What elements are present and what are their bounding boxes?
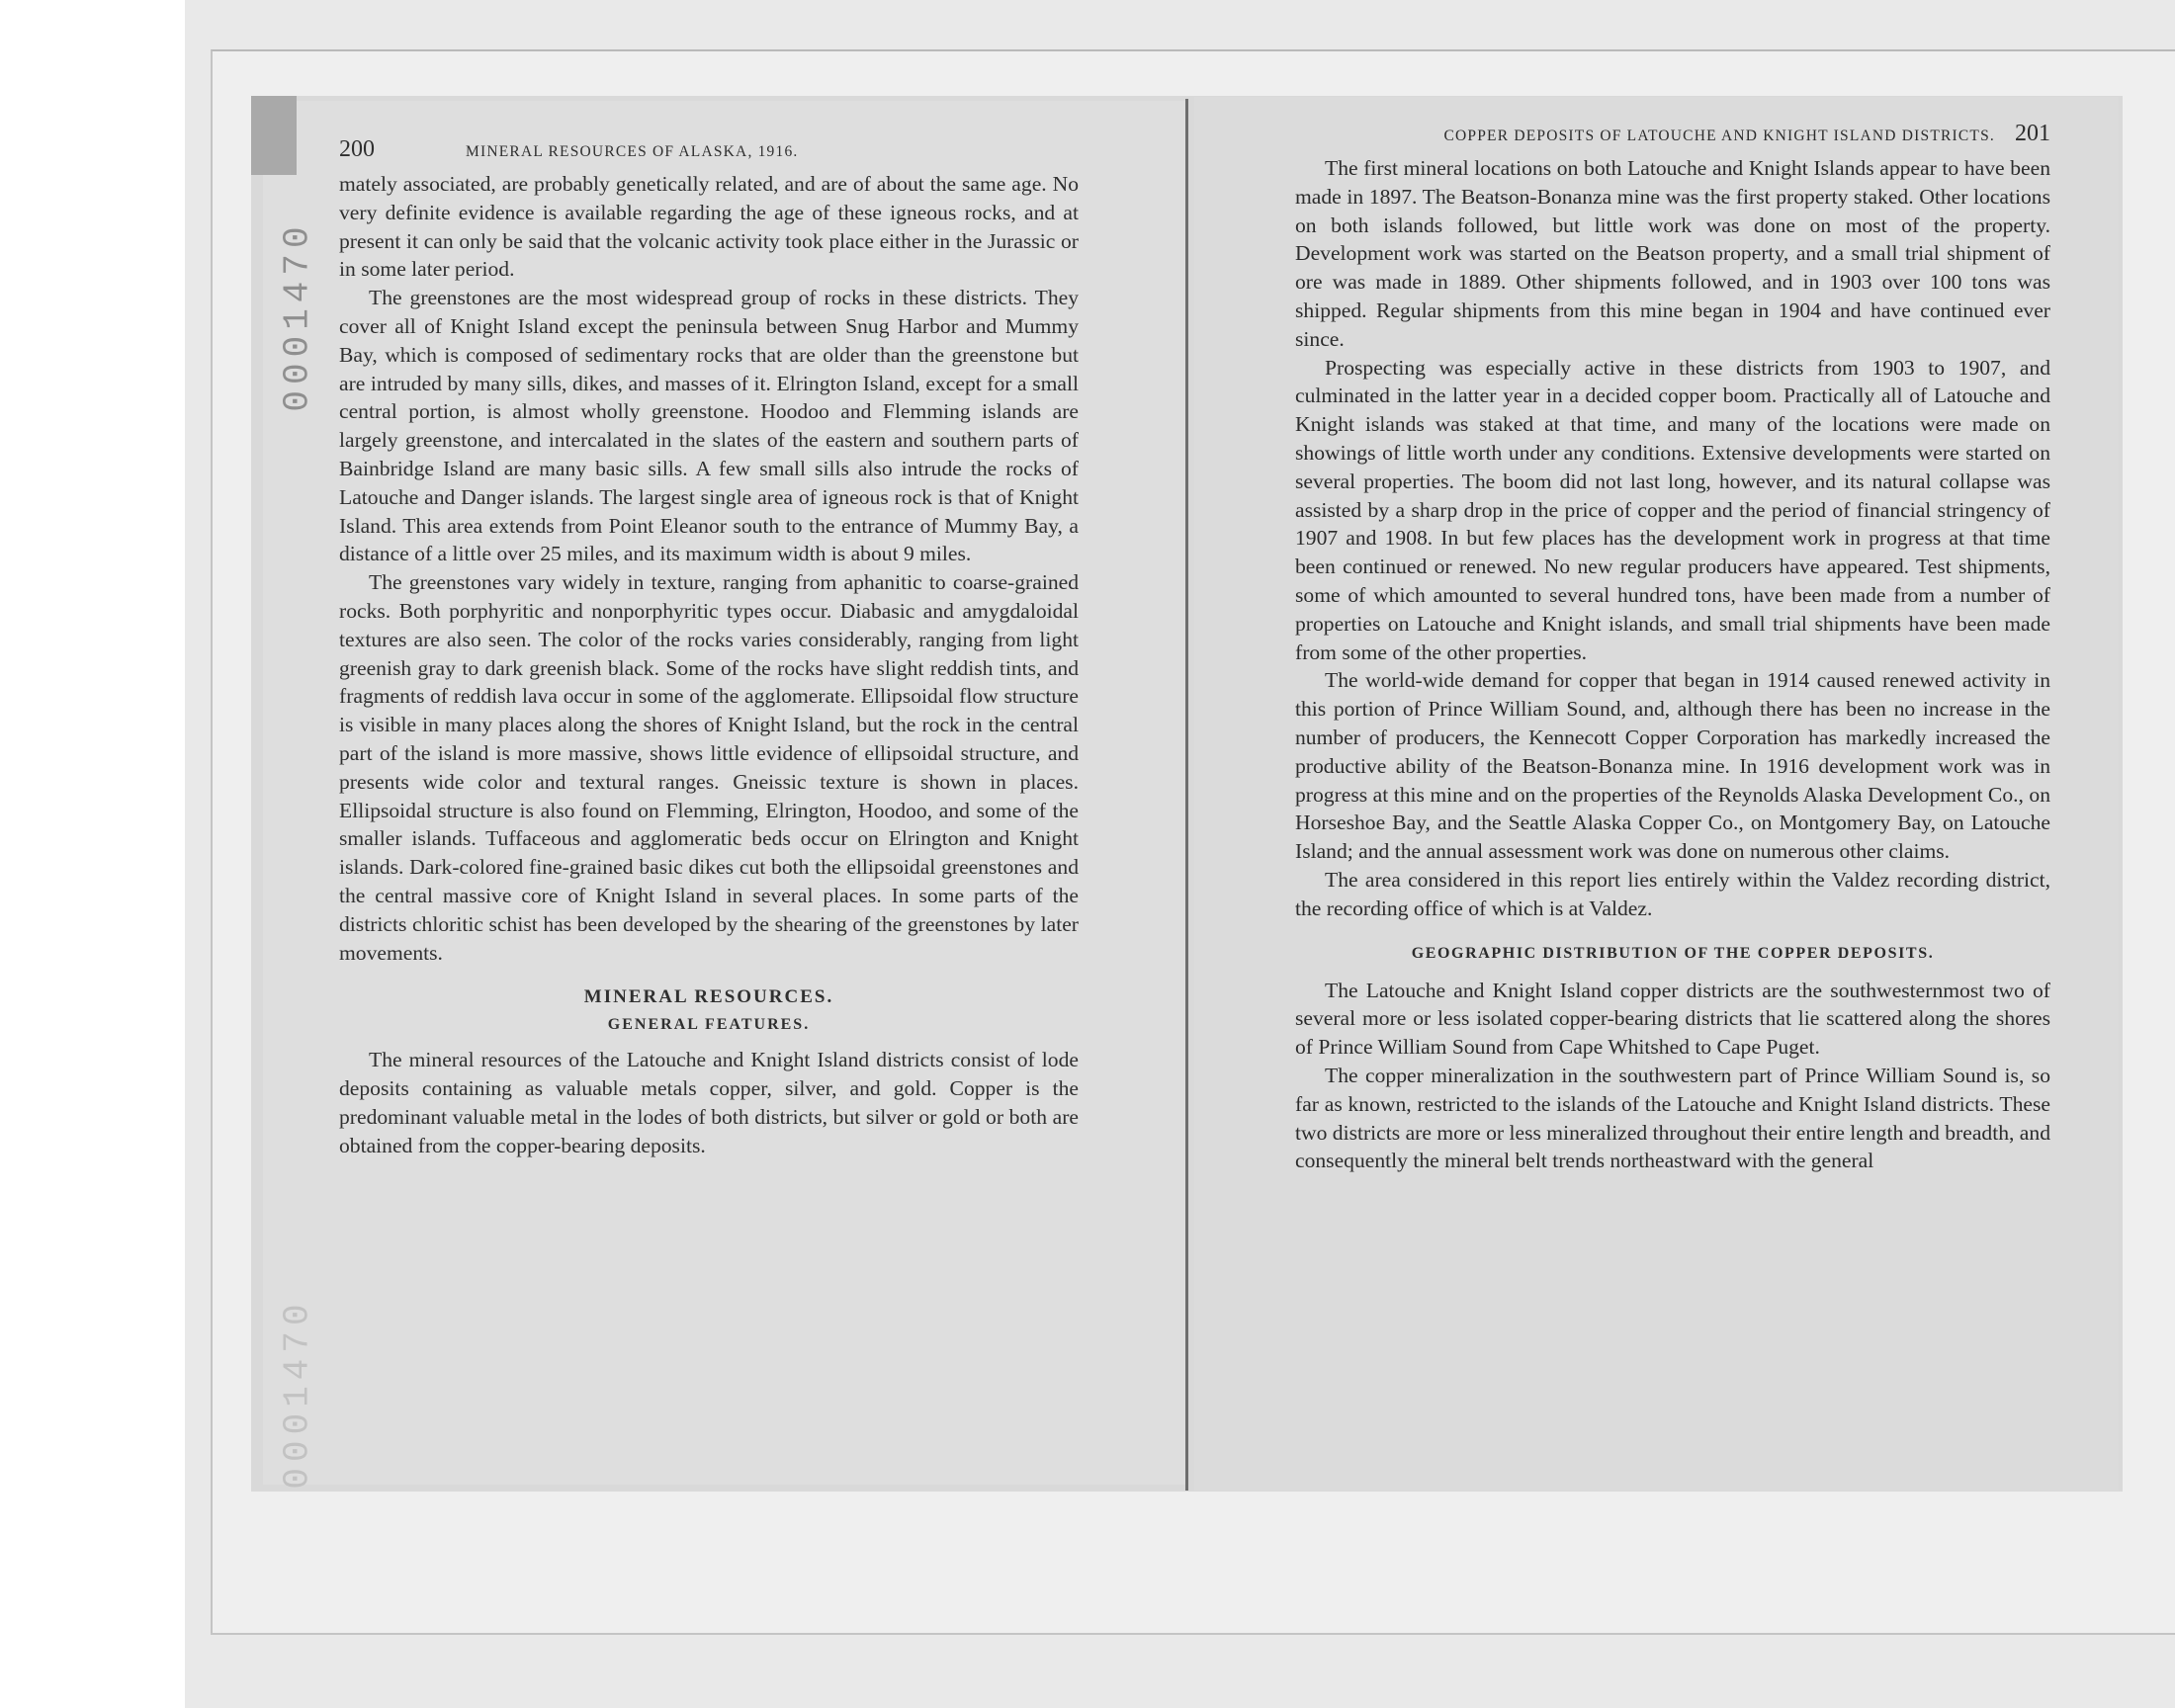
subsection-heading: GENERAL FEATURES. — [607, 1016, 811, 1034]
page-corner-shadow — [251, 96, 297, 175]
left-running-head — [339, 136, 1079, 170]
paragraph: The mineral resources of the Latouche and Knight Island districts consist of lode deposits containing as valuable metals copper, silver, and gold. Copper is the predominant valuable metal in the lodes of both districts, but silver or gold or both are obtained from the copper-bearing deposits. — [339, 1048, 1079, 1157]
paragraph: The first mineral locations on both Latouche and Knight Islands appear to have been made in 1897. The Beatson-Bonanza mine was the first property staked. Other locations on both islands followed, but little work was done on most of the property. Development work was started on the Beatson property, and a small trial shipment of ore was made in 1889. Other shipments followed, and in 1903 over 100 tons was shipped. Regular shipments from this mine began in 1904 and have continued ever since. — [1295, 156, 2050, 351]
paragraph: The area considered in this report lies entirely within the Valdez recording district, the recording office of which is at Valdez. — [1295, 867, 2050, 920]
running-head-title-left: MINERAL RESOURCES OF ALASKA, 1916. — [466, 143, 799, 160]
paragraph: The world-wide demand for copper that began in 1914 caused renewed activity in this portion of Prince William Sound, and, although there has been no increase in the number of producers, the Kennecott Copper Corporation has markedly increased the productive ability of the Beatson-Bonanza mine. In 1916 development work was in progress at this mine and on the properties of the Reynolds Alaska Development Co., on Horseshoe Bay, and the Seattle Alaska Copper Co., on Montgomery Bay, on Latouche Island; and the annual assessment work was done on numerous other claims. — [1295, 668, 2050, 864]
paragraph: The copper mineralization in the southwestern part of Prince William Sound is, so far as known, restricted to the islands of the Latouche and Knight Island districts. These two districts are more or less mineralized throughout their entire length and breadth, and consequently the mineral belt trends northeastward with the general — [1295, 1063, 2050, 1173]
right-page-body — [1295, 154, 2050, 1175]
frame-number-stamp — [275, 208, 320, 425]
frame-number-text-faded: 0001470 — [277, 1298, 318, 1490]
page-number-right: 201 — [2015, 121, 2050, 146]
right-running-head — [1295, 121, 2050, 154]
running-head-title-right: COPPER DEPOSITS OF LATOUCHE AND KNIGHT ISLAND DISTRICTS. — [1443, 128, 1995, 144]
book-gutter — [1185, 99, 1188, 1491]
paragraph: Prospecting was especially active in these districts from 1903 to 1907, and culminated in the latter year in a decided copper boom. Practically all of Latouche and Knight islands was staked at that time, and many of the locations were made on showings of little worth under any conditions. Extensive developments were started on several properties. The boom did not last long, however, and its natural collapse was assisted by a sharp drop in the price of copper and the period of financial stringency of 1907 and 1908. In but few places has the development work in progress at that time been continued or renewed. No new regular producers have appeared. Test shipments, some of which amounted to several hundred tons, have been made from a number of properties on Latouche and Knight islands, and small trial shipments have been made from some of the other properties. — [1295, 355, 2050, 664]
frame-number-stamp-faded — [275, 1285, 320, 1502]
left-page-content — [339, 136, 1079, 1160]
paragraph: The greenstones vary widely in texture, ranging from aphanitic to coarse-grained rocks. Both porphyritic and nonporphyritic types occur. Diabasic and amygdaloidal textures are also seen. The color of the rocks varies considerably, ranging from light greenish gray to dark greenish black. Some of the rocks have slight reddish tints, and fragments of reddish lava occur in some of the agglomerate. Ellipsoidal flow structure is visible in many places along the shores of Knight Island, but the rock in the central part of the island is more massive, shows little evidence of ellipsoidal structure, and presents wide color and textural ranges. Gneissic texture is shown in places. Ellipsoidal structure is also found on Flemming, Elrington, Hoodoo, and some of the smaller islands. Tuffaceous and agglomeratic beds occur on Elrington and Knight islands. Dark-colored fine-grained basic dikes cut both the ellipsoidal greenstones and the central massive core of Knight Island in several places. In some parts of the districts chloritic schist has been developed by the shearing of the greenstones by later movements. — [339, 570, 1079, 965]
paragraph: The Latouche and Knight Island copper districts are the southwesternmost two of several more or less isolated copper-bearing districts that lie scattered along the shores of Prince William Sound from Cape Whitshed to Cape Puget. — [1295, 978, 2050, 1060]
frame-number-text: 0001470 — [277, 220, 318, 412]
left-page-body — [339, 170, 1079, 1160]
paragraph: mately associated, are probably genetically related, and are of about the same age. No very definite evidence is available regarding the age of these igneous rocks, and at present it can only be said that the volcanic activity took place either in the Jurassic or in some later period. — [339, 172, 1079, 282]
section-heading: GEOGRAPHIC DISTRIBUTION OF THE COPPER DEPOSITS. — [1411, 944, 1935, 962]
section-heading: MINERAL RESOURCES. — [583, 986, 834, 1008]
page-number-left: 200 — [339, 136, 375, 162]
paragraph: The greenstones are the most widespread group of rocks in these districts. They cover all of Knight Island except the peninsula between Snug Harbor and Mummy Bay, which is composed of sedimentary rocks that are older than the greenstone but are intruded by many sills, dikes, and masses of it. Elrington Island, except for a small central portion, is almost wholly greenstone. Hoodoo and Flemming islands are largely greenstone, and intercalated in the slates of the eastern and southern parts of Bainbridge Island are many basic sills. A few small sills also intrude the rocks of Latouche and Danger islands. The largest single area of igneous rock is that of Knight Island. This area extends from Point Eleanor south to the entrance of Mummy Bay, a distance of a little over 25 miles, and its maximum width is about 9 miles. — [339, 286, 1079, 566]
right-page-content — [1295, 121, 2050, 1175]
